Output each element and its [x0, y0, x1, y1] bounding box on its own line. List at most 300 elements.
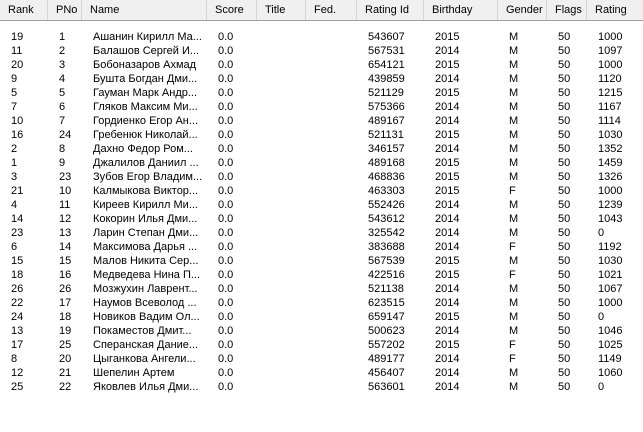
- cell-name: Гребенюк Николай...: [93, 129, 198, 141]
- cell-rating-id: 468836: [368, 171, 405, 183]
- cell-rating: 1114: [598, 115, 621, 127]
- cell-rank: 8: [11, 353, 18, 365]
- cell-birthday: 2014: [435, 241, 460, 253]
- cell-name: Малов Никита Сер...: [93, 255, 199, 267]
- cell-birthday: 2014: [435, 143, 460, 155]
- cell-name: Покаместов Дмит...: [93, 325, 192, 337]
- column-header-score[interactable]: Score: [207, 0, 257, 20]
- cell-rating: 1021: [598, 269, 623, 281]
- cell-birthday: 2015: [435, 339, 460, 351]
- cell-title: [257, 128, 306, 142]
- cell-rating-id: 422516: [368, 269, 405, 281]
- cell-rating: 1459: [598, 157, 623, 169]
- cell-flags: 50: [558, 269, 571, 281]
- table-row[interactable]: [0, 254, 643, 268]
- cell-gender: F: [509, 241, 516, 253]
- cell-pno: 8: [59, 143, 66, 155]
- cell-rank: 9: [11, 73, 18, 85]
- table-row[interactable]: [0, 212, 643, 226]
- cell-flags: 50: [558, 311, 571, 323]
- table-row[interactable]: [0, 114, 643, 128]
- column-header-title[interactable]: Title: [257, 0, 306, 20]
- cell-rank: 2: [11, 143, 18, 155]
- cell-name: Новиков Вадим Ол...: [93, 311, 200, 323]
- cell-rank: 18: [11, 269, 24, 281]
- cell-name: Максимова Дарья ...: [93, 241, 198, 253]
- column-header-rank[interactable]: Rank: [0, 0, 48, 20]
- cell-rating-id: 521138: [368, 283, 404, 295]
- table-row[interactable]: [0, 128, 643, 142]
- cell-name: Киреев Кирилл Ми...: [93, 199, 198, 211]
- cell-rating-id: 456407: [368, 367, 405, 379]
- cell-pno: 1: [59, 31, 66, 43]
- cell-title: [257, 380, 306, 394]
- cell-rating-id: 489167: [368, 115, 405, 127]
- cell-flags: 50: [558, 241, 571, 253]
- cell-gender: M: [509, 31, 519, 43]
- cell-flags: 50: [558, 129, 571, 141]
- cell-flags: 50: [558, 45, 571, 57]
- cell-flags: 50: [558, 115, 571, 127]
- cell-rating: 1149: [598, 353, 622, 365]
- cell-flags: 50: [558, 367, 571, 379]
- table-row[interactable]: [0, 338, 643, 352]
- cell-fed: [306, 212, 357, 226]
- cell-rating-id: 521129: [368, 87, 404, 99]
- cell-pno: 10: [59, 185, 72, 197]
- cell-rank: 17: [11, 339, 24, 351]
- cell-gender: M: [509, 297, 519, 309]
- cell-pno: 4: [59, 73, 66, 85]
- cell-score: 0.0: [218, 199, 234, 211]
- cell-gender: M: [509, 157, 519, 169]
- cell-title: [257, 30, 306, 44]
- cell-fed: [306, 184, 357, 198]
- cell-pno: 17: [59, 297, 72, 309]
- cell-birthday: 2014: [435, 297, 460, 309]
- cell-score: 0.0: [218, 367, 234, 379]
- cell-pno: 19: [59, 325, 72, 337]
- cell-name: Кокорин Илья Дми...: [93, 213, 198, 225]
- cell-score: 0.0: [218, 45, 234, 57]
- cell-flags: 50: [558, 353, 571, 365]
- cell-gender: M: [509, 367, 519, 379]
- column-header-name[interactable]: Name: [82, 0, 207, 20]
- cell-name: Калмыкова Виктор...: [93, 185, 199, 197]
- cell-rating: 1030: [598, 255, 623, 267]
- table-row[interactable]: [0, 226, 643, 240]
- cell-rating-id: 557202: [368, 339, 405, 351]
- cell-title: [257, 156, 306, 170]
- cell-gender: F: [509, 269, 516, 281]
- cell-pno: 2: [59, 45, 66, 57]
- cell-score: 0.0: [218, 73, 234, 85]
- cell-rating-id: 623515: [368, 297, 405, 309]
- cell-name: Гордиенко Егор Ан...: [93, 115, 199, 127]
- cell-fed: [306, 170, 357, 184]
- cell-pno: 22: [59, 381, 72, 393]
- cell-birthday: 2015: [435, 311, 460, 323]
- cell-birthday: 2015: [435, 157, 460, 169]
- cell-pno: 20: [59, 353, 72, 365]
- cell-flags: 50: [558, 213, 571, 225]
- cell-score: 0.0: [218, 269, 234, 281]
- cell-birthday: 2014: [435, 115, 460, 127]
- cell-gender: F: [509, 185, 516, 197]
- cell-fed: [306, 156, 357, 170]
- cell-name: Гауман Марк Андр...: [93, 87, 198, 99]
- cell-score: 0.0: [218, 87, 234, 99]
- table-row[interactable]: [0, 240, 643, 254]
- cell-score: 0.0: [218, 255, 234, 267]
- cell-rating-id: 521131: [368, 129, 404, 141]
- cell-gender: M: [509, 129, 519, 141]
- cell-title: [257, 240, 306, 254]
- table-row[interactable]: [0, 296, 643, 310]
- cell-gender: M: [509, 213, 519, 225]
- cell-rank: 26: [11, 283, 24, 295]
- cell-pno: 7: [59, 115, 66, 127]
- cell-score: 0.0: [218, 213, 234, 225]
- cell-title: [257, 352, 306, 366]
- cell-rating: 0: [598, 311, 605, 323]
- cell-rating: 1000: [598, 31, 623, 43]
- cell-gender: M: [509, 171, 519, 183]
- cell-rating: 1067: [598, 283, 623, 295]
- cell-name: Медведева Нина П...: [93, 269, 201, 281]
- cell-birthday: 2015: [435, 185, 460, 197]
- cell-fed: [306, 128, 357, 142]
- cell-birthday: 2014: [435, 101, 460, 113]
- cell-rating: 1060: [598, 367, 623, 379]
- cell-gender: M: [509, 199, 519, 211]
- cell-gender: M: [509, 143, 519, 155]
- cell-title: [257, 184, 306, 198]
- cell-rank: 7: [11, 101, 18, 113]
- table-row[interactable]: [0, 352, 643, 366]
- cell-rank: 24: [11, 311, 24, 323]
- cell-score: 0.0: [218, 115, 234, 127]
- cell-fed: [306, 296, 357, 310]
- cell-score: 0.0: [218, 101, 234, 113]
- list-body: [0, 30, 643, 394]
- cell-flags: 50: [558, 283, 571, 295]
- table-row[interactable]: [0, 72, 643, 86]
- cell-rank: 20: [11, 59, 24, 71]
- cell-pno: 23: [59, 171, 72, 183]
- cell-rating: 1046: [598, 325, 623, 337]
- cell-pno: 6: [59, 101, 66, 113]
- cell-title: [257, 338, 306, 352]
- cell-rank: 3: [11, 171, 18, 183]
- table-row[interactable]: [0, 170, 643, 184]
- cell-rating-id: 543612: [368, 213, 405, 225]
- cell-gender: M: [509, 255, 519, 267]
- cell-gender: M: [509, 101, 519, 113]
- cell-flags: 50: [558, 87, 571, 99]
- column-header-pno[interactable]: PNo: [48, 0, 82, 20]
- cell-flags: 50: [558, 143, 571, 155]
- cell-rating-id: 489177: [368, 353, 405, 365]
- table-row[interactable]: [0, 30, 643, 44]
- cell-gender: M: [509, 283, 519, 295]
- cell-pno: 16: [59, 269, 72, 281]
- cell-title: [257, 366, 306, 380]
- cell-fed: [306, 380, 357, 394]
- cell-title: [257, 86, 306, 100]
- cell-birthday: 2015: [435, 59, 460, 71]
- cell-gender: M: [509, 227, 519, 239]
- cell-rating: 1120: [598, 73, 622, 85]
- table-row[interactable]: [0, 268, 643, 282]
- cell-flags: 50: [558, 227, 571, 239]
- column-header-gender[interactable]: Gender: [498, 0, 547, 20]
- table-row[interactable]: [0, 44, 643, 58]
- table-row[interactable]: [0, 58, 643, 72]
- cell-score: 0.0: [218, 311, 234, 323]
- cell-flags: 50: [558, 255, 571, 267]
- table-row[interactable]: [0, 366, 643, 380]
- column-header-rating-id[interactable]: Rating Id: [357, 0, 424, 20]
- cell-flags: 50: [558, 297, 571, 309]
- cell-score: 0.0: [218, 185, 234, 197]
- cell-fed: [306, 44, 357, 58]
- cell-rating: 1326: [598, 171, 623, 183]
- cell-rating-id: 463303: [368, 185, 405, 197]
- cell-pno: 11: [59, 199, 71, 211]
- cell-rank: 10: [11, 115, 24, 127]
- cell-fed: [306, 58, 357, 72]
- cell-gender: M: [509, 59, 519, 71]
- cell-rating: 1043: [598, 213, 623, 225]
- cell-fed: [306, 198, 357, 212]
- cell-rank: 23: [11, 227, 24, 239]
- cell-score: 0.0: [218, 129, 234, 141]
- cell-rating-id: 500623: [368, 325, 405, 337]
- cell-rating: 1000: [598, 59, 623, 71]
- cell-title: [257, 254, 306, 268]
- cell-birthday: 2015: [435, 269, 460, 281]
- table-row[interactable]: [0, 142, 643, 156]
- cell-rating-id: 567539: [368, 255, 405, 267]
- cell-title: [257, 212, 306, 226]
- cell-rating-id: 567531: [368, 45, 405, 57]
- cell-fed: [306, 114, 357, 128]
- cell-gender: M: [509, 73, 519, 85]
- column-header-birthday[interactable]: Birthday: [424, 0, 498, 20]
- cell-rank: 12: [11, 367, 24, 379]
- cell-pno: 14: [59, 241, 72, 253]
- cell-fed: [306, 268, 357, 282]
- cell-pno: 26: [59, 283, 72, 295]
- table-row[interactable]: [0, 184, 643, 198]
- cell-rank: 15: [11, 255, 24, 267]
- cell-fed: [306, 100, 357, 114]
- cell-rank: 19: [11, 31, 24, 43]
- cell-fed: [306, 352, 357, 366]
- table-row[interactable]: [0, 156, 643, 170]
- table-row[interactable]: [0, 282, 643, 296]
- cell-title: [257, 142, 306, 156]
- cell-rank: 21: [11, 185, 24, 197]
- cell-rating-id: 654121: [368, 59, 405, 71]
- cell-rating: 0: [598, 227, 605, 239]
- cell-gender: M: [509, 45, 519, 57]
- cell-flags: 50: [558, 325, 571, 337]
- cell-fed: [306, 324, 357, 338]
- cell-title: [257, 296, 306, 310]
- cell-birthday: 2014: [435, 381, 460, 393]
- cell-fed: [306, 142, 357, 156]
- list-header: [0, 0, 643, 21]
- cell-rating-id: 439859: [368, 73, 405, 85]
- cell-title: [257, 170, 306, 184]
- cell-name: Гляков Максим Ми...: [93, 101, 198, 113]
- table-row[interactable]: [0, 310, 643, 324]
- cell-pno: 3: [59, 59, 66, 71]
- cell-gender: M: [509, 311, 519, 323]
- cell-fed: [306, 338, 357, 352]
- cell-name: Бобоназаров Ахмад: [93, 59, 197, 71]
- cell-birthday: 2014: [435, 213, 460, 225]
- cell-gender: M: [509, 381, 519, 393]
- cell-title: [257, 310, 306, 324]
- cell-fed: [306, 366, 357, 380]
- cell-name: Яковлев Илья Дми...: [93, 381, 199, 393]
- cell-title: [257, 72, 306, 86]
- cell-name: Бушта Богдан Дми...: [93, 73, 198, 85]
- cell-pno: 24: [59, 129, 72, 141]
- cell-pno: 21: [59, 367, 72, 379]
- cell-rating: 1097: [598, 45, 623, 57]
- cell-score: 0.0: [218, 381, 234, 393]
- cell-birthday: 2015: [435, 129, 460, 141]
- table-row[interactable]: [0, 198, 643, 212]
- cell-name: Ларин Степан Дми...: [93, 227, 199, 239]
- cell-rating: 1239: [598, 199, 623, 211]
- cell-rank: 25: [11, 381, 24, 393]
- cell-rating: 0: [598, 381, 605, 393]
- cell-fed: [306, 254, 357, 268]
- cell-rank: 11: [11, 45, 23, 57]
- cell-score: 0.0: [218, 31, 234, 43]
- cell-title: [257, 324, 306, 338]
- cell-score: 0.0: [218, 325, 234, 337]
- cell-gender: M: [509, 87, 519, 99]
- cell-pno: 9: [59, 157, 66, 169]
- cell-score: 0.0: [218, 297, 234, 309]
- cell-rating-id: 659147: [368, 311, 405, 323]
- table-row[interactable]: [0, 86, 643, 100]
- cell-fed: [306, 226, 357, 240]
- cell-name: Сперанская Дание...: [93, 339, 199, 351]
- cell-rating: 1167: [598, 101, 622, 113]
- cell-flags: 50: [558, 73, 571, 85]
- cell-flags: 50: [558, 199, 571, 211]
- cell-birthday: 2014: [435, 73, 460, 85]
- cell-pno: 12: [59, 213, 72, 225]
- table-row[interactable]: [0, 380, 643, 394]
- cell-name: Ашанин Кирилл Ма...: [93, 31, 202, 43]
- cell-score: 0.0: [218, 59, 234, 71]
- cell-pno: 13: [59, 227, 72, 239]
- cell-rating-id: 489168: [368, 157, 405, 169]
- cell-title: [257, 226, 306, 240]
- cell-birthday: 2015: [435, 255, 460, 267]
- cell-score: 0.0: [218, 143, 234, 155]
- cell-rank: 13: [11, 325, 24, 337]
- cell-flags: 50: [558, 381, 571, 393]
- cell-title: [257, 44, 306, 58]
- cell-rating-id: 575366: [368, 101, 405, 113]
- cell-rank: 22: [11, 297, 24, 309]
- cell-rating: 1030: [598, 129, 623, 141]
- cell-rank: 6: [11, 241, 18, 253]
- table-row[interactable]: [0, 324, 643, 338]
- cell-gender: M: [509, 325, 519, 337]
- cell-score: 0.0: [218, 157, 234, 169]
- cell-fed: [306, 30, 357, 44]
- cell-score: 0.0: [218, 171, 234, 183]
- cell-title: [257, 198, 306, 212]
- cell-flags: 50: [558, 171, 571, 183]
- cell-fed: [306, 86, 357, 100]
- cell-birthday: 2014: [435, 45, 460, 57]
- cell-rating: 1025: [598, 339, 623, 351]
- cell-name: Джалилов Даниил ...: [93, 157, 199, 169]
- cell-title: [257, 58, 306, 72]
- cell-rank: 16: [11, 129, 24, 141]
- cell-name: Цыганкова Ангели...: [93, 353, 196, 365]
- cell-rating-id: 563601: [368, 381, 405, 393]
- cell-title: [257, 282, 306, 296]
- cell-flags: 50: [558, 157, 571, 169]
- cell-rating-id: 346157: [368, 143, 405, 155]
- cell-flags: 50: [558, 185, 571, 197]
- cell-score: 0.0: [218, 339, 234, 351]
- cell-score: 0.0: [218, 241, 234, 253]
- cell-rating: 1215: [598, 87, 623, 99]
- cell-name: Дахно Федор Ром...: [93, 143, 193, 155]
- cell-flags: 50: [558, 101, 571, 113]
- cell-rating: 1192: [598, 241, 622, 253]
- cell-rating: 1352: [598, 143, 623, 155]
- cell-rank: 14: [11, 213, 24, 225]
- cell-fed: [306, 282, 357, 296]
- cell-name: Наумов Всеволод ...: [93, 297, 197, 309]
- cell-birthday: 2014: [435, 283, 460, 295]
- column-header-rating[interactable]: Rating: [595, 4, 627, 16]
- cell-title: [257, 100, 306, 114]
- cell-fed: [306, 240, 357, 254]
- cell-name: Шепелин Артем: [93, 367, 175, 379]
- cell-rating: 1000: [598, 185, 623, 197]
- column-header-flags[interactable]: Flags: [547, 0, 587, 20]
- column-header-fed[interactable]: Fed.: [306, 0, 357, 20]
- cell-rating-id: 325542: [368, 227, 405, 239]
- cell-rank: 4: [11, 199, 18, 211]
- cell-birthday: 2014: [435, 367, 460, 379]
- table-row[interactable]: [0, 100, 643, 114]
- cell-rating-id: 543607: [368, 31, 405, 43]
- cell-birthday: 2014: [435, 325, 460, 337]
- cell-rank: 1: [11, 157, 18, 169]
- cell-score: 0.0: [218, 353, 234, 365]
- cell-birthday: 2015: [435, 87, 460, 99]
- cell-pno: 15: [59, 255, 72, 267]
- cell-rating-id: 552426: [368, 199, 405, 211]
- cell-fed: [306, 310, 357, 324]
